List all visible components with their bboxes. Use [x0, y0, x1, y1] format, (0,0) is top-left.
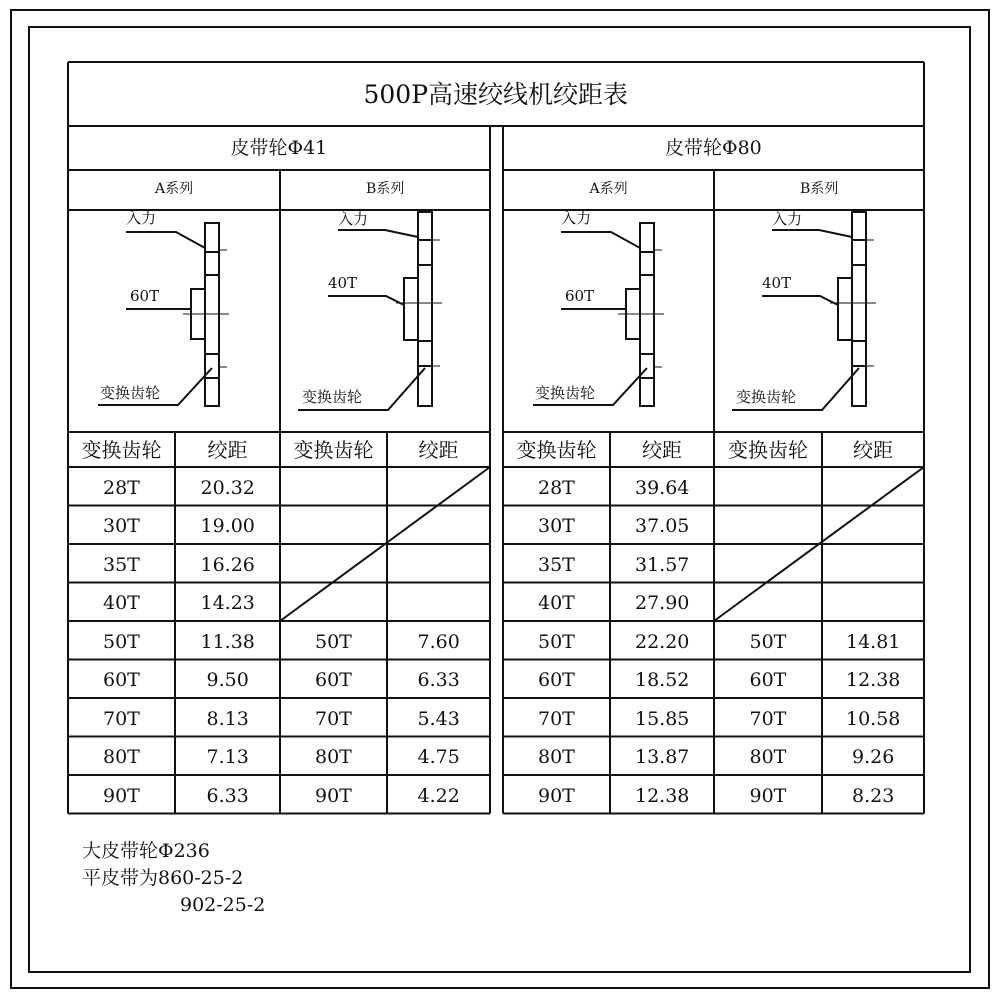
panel-0-a-gear: 28T: [103, 476, 140, 499]
panel-0-a-change-label: 变换齿轮: [100, 383, 161, 402]
panel-1-b-gear-label: 40T: [762, 273, 792, 292]
panel-0-b-gear: 50T: [315, 630, 352, 653]
panel-0-b-change-label: 变换齿轮: [302, 387, 363, 406]
panel-0-b-gear-stack: [418, 212, 432, 406]
panel-0-b-pitch: 6.33: [417, 669, 460, 692]
panel-1-b-pitch: 12.38: [846, 669, 901, 692]
panel-1-a-gear: 80T: [538, 746, 575, 769]
panel-0-series-a: A系列: [155, 181, 194, 197]
panel-1-b-gear: 70T: [749, 707, 787, 730]
panel-1-a-gear: 28T: [538, 476, 575, 499]
panel-1-col-header: 变换齿轮: [516, 438, 597, 462]
panel-0-a-gear: 40T: [103, 592, 140, 615]
panel-1-b-gear: 60T: [749, 669, 787, 692]
panel-0-b-pitch: 7.60: [417, 630, 460, 653]
panel-1-a-pitch: 31.57: [635, 553, 690, 576]
panel-1-a-pitch: 13.87: [635, 746, 690, 769]
panel-1-a-pitch: 18.52: [635, 669, 690, 692]
panel-1-a-pitch: 27.90: [635, 592, 690, 615]
panel-1-b-pitch: 9.26: [852, 746, 895, 769]
panel-0-b-gear: 90T: [315, 784, 352, 807]
panel-1-series-b: B系列: [800, 181, 839, 197]
panel-0-header: 皮带轮Φ41: [230, 136, 328, 159]
panel-0-a-gear: 50T: [103, 630, 140, 653]
panel-0-a-pitch: 16.26: [200, 553, 255, 576]
input-leader: [772, 230, 852, 237]
note-line-2: 平皮带为860-25-2: [82, 867, 244, 889]
input-leader: [561, 232, 640, 248]
panel-1-a-input-label: 入力: [561, 208, 592, 227]
panel-0-b-gear: 70T: [315, 707, 352, 730]
panel-0-b-pitch: 5.43: [417, 707, 460, 730]
panel-1-b-gear: 90T: [749, 784, 787, 807]
panel-0-a-gear: 35T: [103, 553, 140, 576]
gear-leader: [762, 296, 838, 305]
panel-1-a-change-label: 变换齿轮: [535, 383, 596, 402]
panel-1-a-pitch: 39.64: [635, 476, 690, 499]
input-leader: [126, 232, 205, 248]
panel-0-b-gear: 80T: [315, 746, 352, 769]
panel-1-header: 皮带轮Φ80: [665, 136, 762, 159]
panel-1-b-gear: 50T: [749, 630, 787, 653]
panel-0-a-pitch: 7.13: [206, 746, 249, 769]
note-line-1: 大皮带轮Φ236: [82, 840, 210, 862]
panel-1-a-gear: 70T: [538, 707, 575, 730]
panel-0-b-40t-gear: [404, 278, 418, 340]
panel-0-b-gear-label: 40T: [328, 273, 358, 292]
panel-0-b-input-label: 入力: [338, 209, 369, 228]
table-title: 500P高速绞线机绞距表: [363, 79, 629, 109]
panel-1-series-a: A系列: [589, 181, 628, 197]
panel-0-col-header: 绞距: [418, 438, 459, 462]
panel-0-a-gear: 60T: [103, 669, 140, 692]
panel-1-b-40t-gear: [838, 278, 852, 340]
panel-0-a-pitch: 14.23: [200, 592, 255, 615]
panel-1-a-gear: 60T: [538, 669, 575, 692]
panel-1-a-gear: 30T: [538, 515, 575, 538]
panel-0-b-gear: 60T: [315, 669, 352, 692]
panel-0-a-gear-label: 60T: [130, 286, 160, 305]
panel-0-a-pitch: 20.32: [200, 476, 255, 499]
panel-0-col-header: 绞距: [207, 438, 248, 462]
panel-1-a-gear: 50T: [538, 630, 575, 653]
panel-1-b-change-label: 变换齿轮: [736, 387, 797, 406]
panel-0-a-gear: 90T: [103, 784, 140, 807]
panel-1-a-pitch: 15.85: [635, 707, 690, 730]
panel-1-a-gear: 90T: [538, 784, 575, 807]
panel-1-b-pitch: 14.81: [846, 630, 901, 653]
panel-0-b-pitch: 4.22: [417, 784, 460, 807]
panel-1-a-gear-label: 60T: [565, 286, 595, 305]
panel-1-a-gear: 35T: [538, 553, 575, 576]
panel-1-a-pitch: 22.20: [635, 630, 690, 653]
panel-1-b-gear: 80T: [749, 746, 787, 769]
panel-0-col-header: 变换齿轮: [81, 438, 162, 462]
panel-1-col-header: 绞距: [853, 438, 893, 462]
panel-1-b-input-label: 入力: [772, 209, 803, 228]
panel-0-a-pitch: 9.50: [206, 669, 249, 692]
panel-0-a-pitch: 6.33: [206, 784, 249, 807]
panel-1-b-pitch: 10.58: [846, 707, 901, 730]
input-leader: [338, 230, 418, 237]
panel-1-b-gear-stack: [852, 212, 866, 406]
panel-1-col-header: 变换齿轮: [728, 438, 808, 462]
note-line-3: 902-25-2: [180, 894, 266, 916]
panel-0-a-gear: 30T: [103, 515, 140, 538]
panel-0-a-input-label: 入力: [126, 208, 157, 227]
panel-0-a-pitch: 19.00: [200, 515, 255, 538]
panel-1-col-header: 绞距: [642, 438, 682, 462]
panel-0-a-gear: 70T: [103, 707, 140, 730]
panel-1-b-pitch: 8.23: [852, 784, 895, 807]
panel-0-series-b: B系列: [366, 181, 405, 197]
panel-1-a-pitch: 12.38: [635, 784, 690, 807]
panel-0-b-pitch: 4.75: [417, 746, 460, 769]
notes: [82, 838, 265, 919]
panel-0-col-header: 变换齿轮: [293, 438, 374, 462]
panel-1-a-gear: 40T: [538, 592, 575, 615]
panel-0-a-pitch: 8.13: [206, 707, 249, 730]
gear-leader: [328, 296, 404, 305]
panel-1-a-pitch: 37.05: [635, 515, 690, 538]
panel-0-a-pitch: 11.38: [200, 630, 255, 653]
panel-0-a-gear: 80T: [103, 746, 140, 769]
